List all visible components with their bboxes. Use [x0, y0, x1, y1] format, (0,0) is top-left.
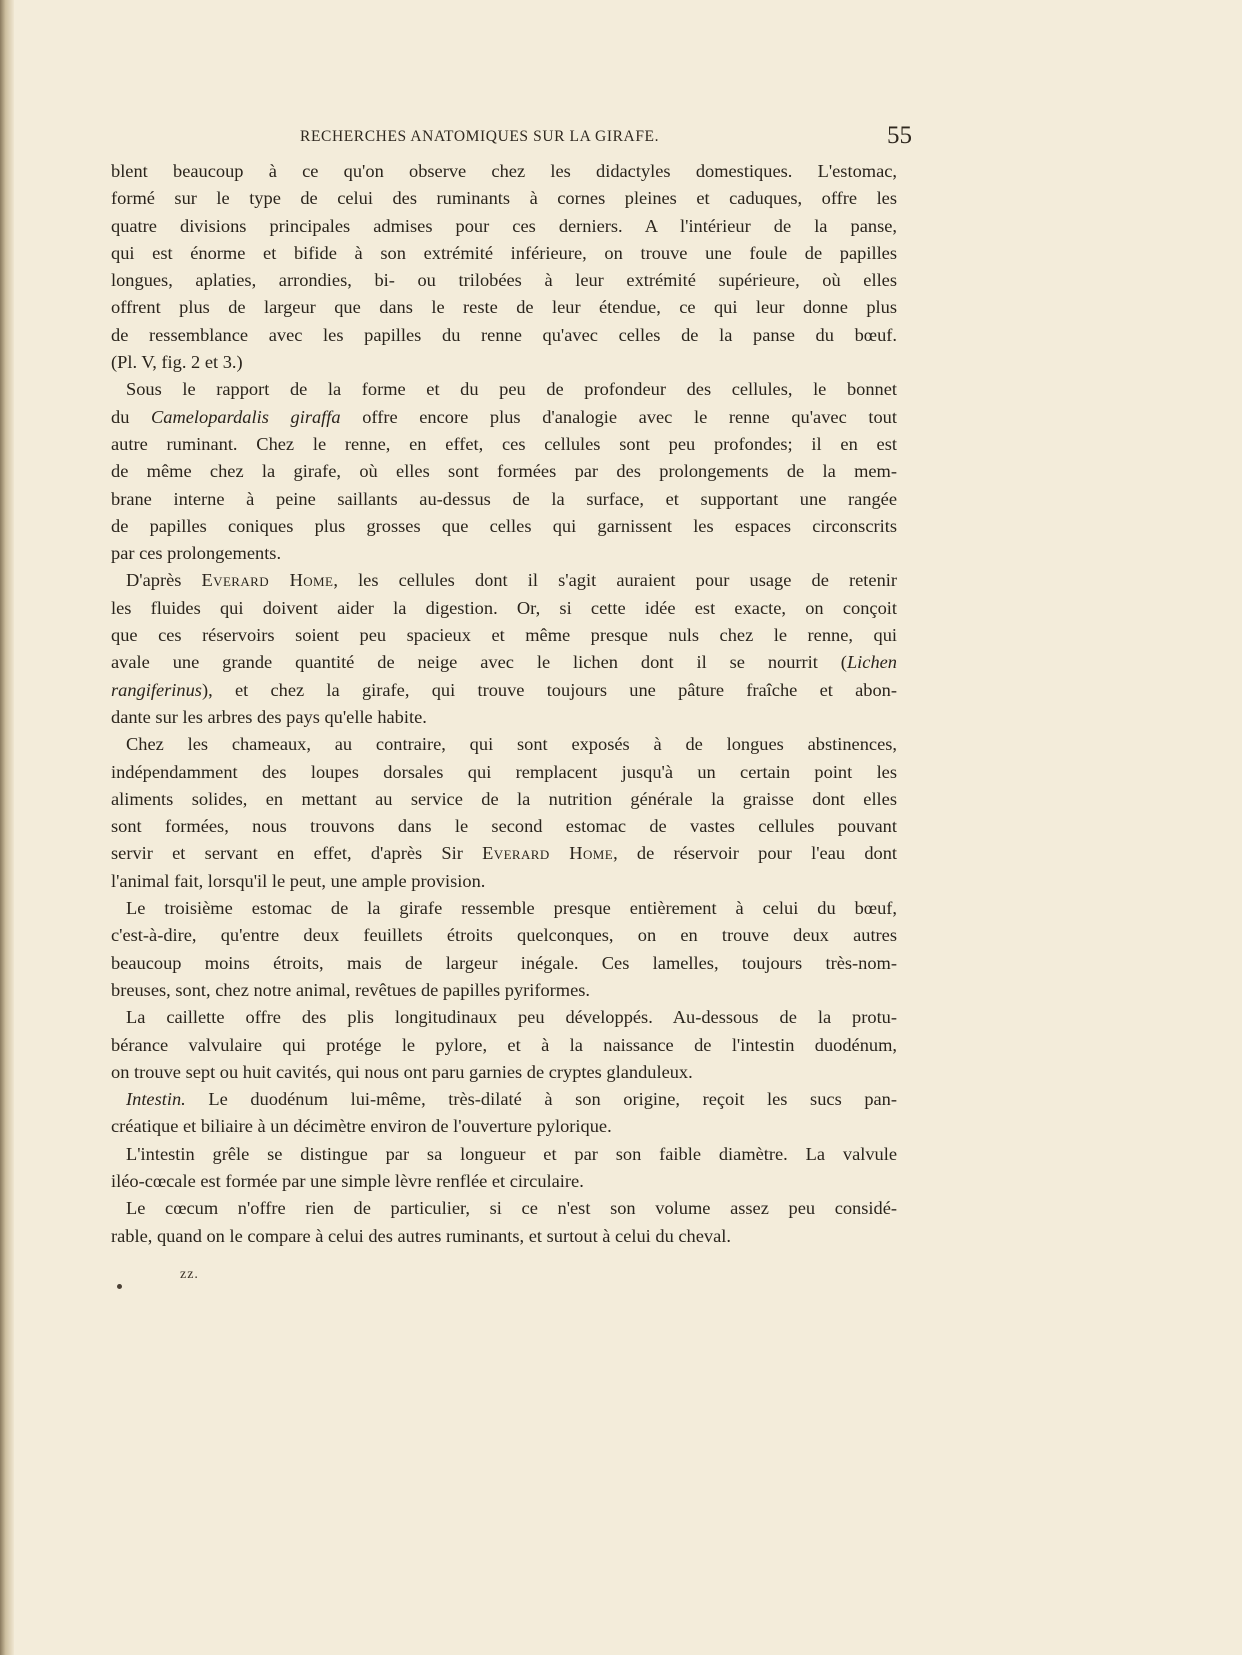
text-line: La caillette offre des plis longitudinaux peu développés. Au-dessous de la protu-: [126, 1007, 897, 1028]
text-run: ), et chez la girafe, qui trouve toujours une pâture fraîche et abon-: [201, 679, 897, 700]
text-line: [111, 677, 897, 704]
signature-mark: zz.: [180, 1267, 199, 1282]
page-header: [300, 124, 912, 154]
italic-term: Intestin.: [126, 1089, 186, 1110]
italic-term: rangiferinus: [111, 679, 202, 700]
italic-term: Camelopardalis giraffa: [151, 406, 341, 427]
page-number: 55: [887, 122, 912, 149]
text-line: L'intestin grêle se distingue par sa longueur et par son faible diamètre. La valvule: [126, 1143, 897, 1164]
text-line: iléo-cœcale est formée par une simple lèvre renflée et circulaire.: [111, 1170, 584, 1191]
text-line: rable, quand on le compare à celui des autres ruminants, et surtout à celui du cheval.: [111, 1225, 731, 1246]
author-name: Everard Home: [201, 570, 334, 591]
text-line: sont formées, nous trouvons dans le second estomac de vastes cellules pouvant: [111, 816, 897, 837]
text-line: [111, 649, 897, 676]
running-title: RECHERCHES ANATOMIQUES SUR LA GIRAFE.: [300, 128, 660, 145]
text-line: [111, 1086, 897, 1113]
text-line: bérance valvulaire qui protége le pylore, et à la naissance de l'intestin duodénum,: [111, 1034, 897, 1055]
text-line: dante sur les arbres des pays qu'elle habite.: [111, 706, 427, 727]
text-run: offre encore plus d'analogie avec le renne qu'avec tout: [340, 406, 897, 427]
text-line: brane interne à peine saillants au-dessus de la surface, et supportant une rangée: [111, 488, 897, 509]
italic-term: Lichen: [846, 652, 897, 673]
text-line: l'animal fait, lorsqu'il le peut, une ample provision.: [111, 870, 486, 891]
text-line: qui est énorme et bifide à son extrémité inférieure, on trouve une foule de papilles: [111, 242, 897, 263]
text-line: formé sur le type de celui des ruminants à cornes pleines et caduques, offre les: [111, 188, 897, 209]
text-run: D'après: [126, 570, 202, 591]
text-run: , de réservoir pour l'eau dont: [613, 843, 898, 864]
text-line: de ressemblance avec les papilles du renne qu'avec celles de la panse du bœuf.: [111, 324, 897, 345]
text-line: offrent plus de largeur que dans le reste de leur étendue, ce qui leur donne plus: [111, 297, 897, 318]
text-line: longues, aplaties, arrondies, bi- ou trilobées à leur extrémité supérieure, où elles: [111, 270, 897, 291]
text-line: autre ruminant. Chez le renne, en effet, ces cellules sont peu profondes; il en est: [111, 433, 897, 454]
text-line: quatre divisions principales admises pour ces derniers. A l'intérieur de la panse,: [111, 215, 897, 236]
text-line: Chez les chameaux, au contraire, qui sont exposés à de longues abstinences,: [126, 734, 897, 755]
text-line: Sous le rapport de la forme et du peu de profondeur des cellules, le bonnet: [126, 379, 897, 400]
text-run: du: [111, 406, 152, 427]
text-run: servir et servant en effet, d'après Sir: [111, 843, 483, 864]
ink-speck: [117, 1284, 122, 1289]
text-line: Le troisième estomac de la girafe ressemble presque entièrement à celui du bœuf,: [126, 898, 897, 919]
text-line: [111, 404, 897, 431]
text-line: de même chez la girafe, où elles sont formées par des prolongements de la mem-: [111, 461, 897, 482]
text-line: indépendamment des loupes dorsales qui remplacent jusqu'à un certain point les: [111, 761, 897, 782]
text-line: aliments solides, en mettant au service de la nutrition générale la graisse dont elles: [111, 788, 897, 809]
author-name: Everard Home: [482, 843, 614, 864]
text-line: par ces prolongements.: [111, 543, 282, 564]
text-line: beaucoup moins étroits, mais de largeur inégale. Ces lamelles, toujours très-nom-: [111, 952, 897, 973]
text-line: Le cœcum n'offre rien de particulier, si ce n'est son volume assez peu considé-: [126, 1198, 897, 1219]
text-line: que ces réservoirs soient peu spacieux et même presque nuls chez le renne, qui: [111, 625, 897, 646]
text-line: c'est-à-dire, qu'entre deux feuillets étroits quelconques, on en trouve deux autres: [111, 925, 897, 946]
text-line: [111, 840, 897, 867]
text-run: , les cellules dont il s'agit auraient pour usage de retenir: [333, 570, 898, 591]
body-text: [111, 158, 897, 1250]
text-line: les fluides qui doivent aider la digestion. Or, si cette idée est exacte, on conçoit: [111, 597, 897, 618]
text-line: blent beaucoup à ce qu'on observe chez les didactyles domestiques. L'estomac,: [111, 161, 897, 181]
text-run: Le duodénum lui-même, très-dilaté à son origine, reçoit les sucs pan-: [185, 1089, 897, 1110]
text-line: créatique et biliaire à un décimètre environ de l'ouverture pylorique.: [111, 1116, 612, 1137]
text-line: de papilles coniques plus grosses que celles qui garnissent les espaces circonscrits: [111, 515, 897, 536]
text-line: breuses, sont, chez notre animal, revêtues de papilles pyriformes.: [111, 979, 591, 1000]
text-line: on trouve sept ou huit cavités, qui nous ont paru garnies de cryptes glanduleux.: [111, 1061, 693, 1082]
text-run: avale une grande quantité de neige avec le lichen dont il se nourrit (: [111, 652, 847, 673]
text-line: (Pl. V, fig. 2 et 3.): [111, 352, 243, 373]
text-line: [111, 567, 897, 594]
